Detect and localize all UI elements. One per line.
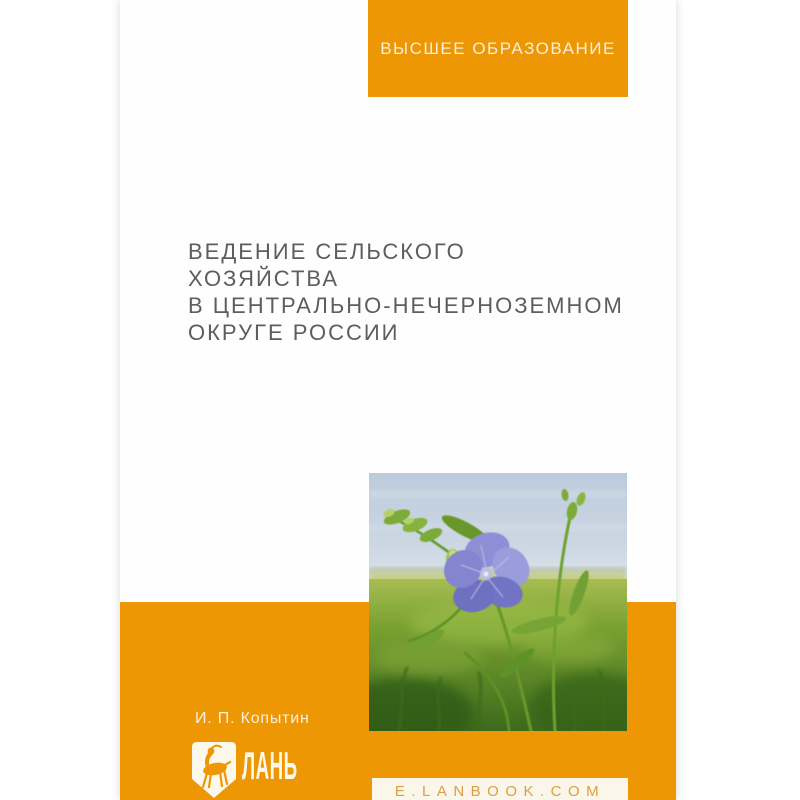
title-line: ХОЗЯЙСТВА (188, 266, 340, 291)
publisher-wordmark: ЛАНЬ (242, 745, 298, 788)
series-banner-label: ВЫСШЕЕ ОБРАЗОВАНИЕ (380, 38, 616, 58)
title-line: ВЕДЕНИЕ СЕЛЬСКОГО (188, 239, 466, 264)
book-title (188, 238, 624, 346)
website-url: E.LANBOOK.COM (394, 783, 606, 800)
book-cover (120, 0, 676, 800)
title-line: В ЦЕНТРАЛЬНО-НЕЧЕРНОЗЕМНОМ (188, 293, 624, 318)
series-banner (368, 0, 628, 97)
flax-field-photo (369, 473, 627, 731)
website-banner (372, 778, 628, 800)
title-line: ОКРУГЕ РОССИИ (188, 320, 400, 345)
cover-photo (369, 473, 627, 731)
deer-icon (192, 742, 236, 799)
author-name: И. П. Копытин (195, 710, 310, 727)
